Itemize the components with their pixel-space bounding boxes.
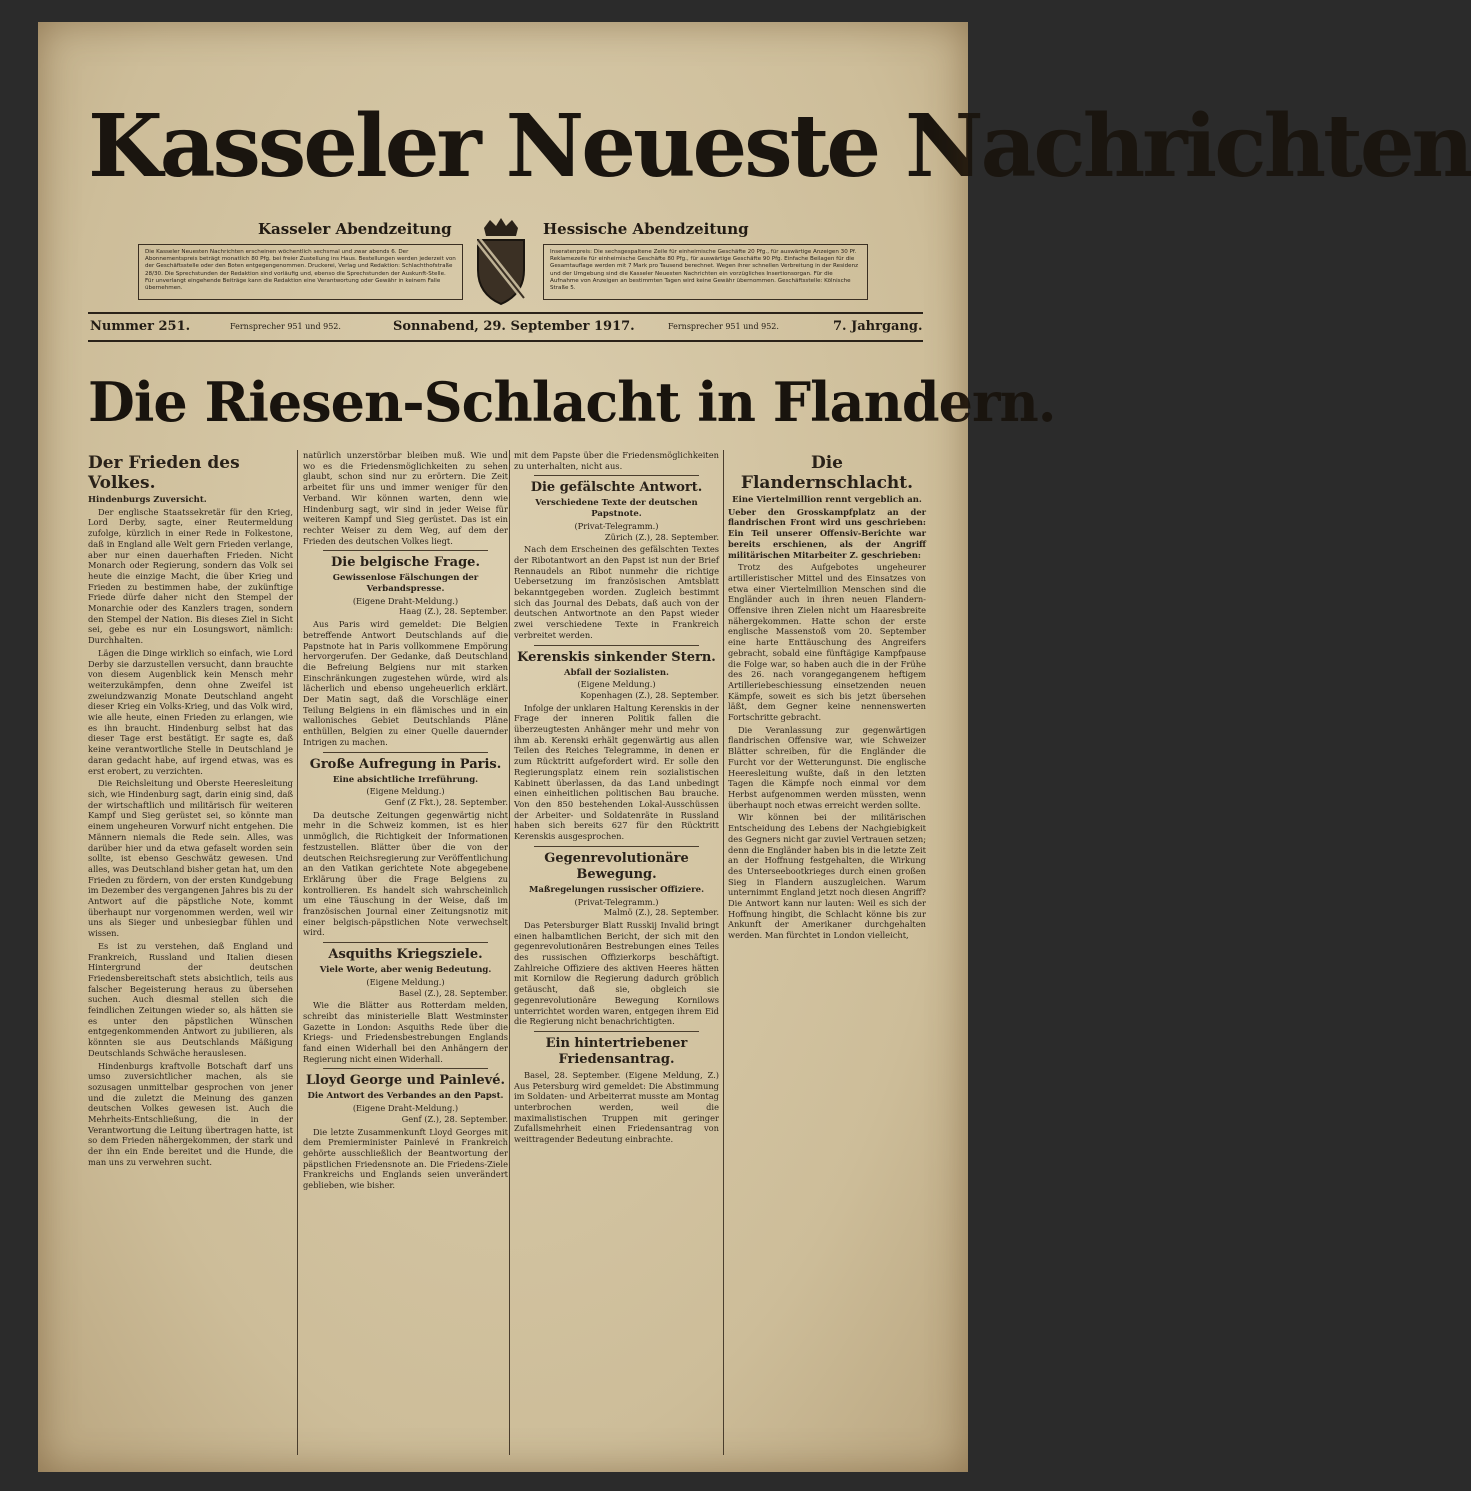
article-source: (Privat-Telegramm.): [574, 520, 659, 531]
article-title: Lloyd George und Painlevé.: [305, 1073, 506, 1089]
separator: [323, 942, 488, 943]
paragraph: Basel, 28. September. (Eigene Meldung, Z.) Aus Petersburg wird gemeldet: Die Abstimmung im Soldaten- und Arbeiterrat musste am Montag unterbrochen werden, weil die maximalistischen Truppen mit geringer Zufallsmehrheit einen Friedensantrag von weittragender Bedeutung einbrachte.: [514, 1069, 719, 1145]
paragraph: Infolge der unklaren Haltung Kerenskis in der Frage der inneren Politik fallen die überzeugtesten Anhänger mehr und mehr von ihm ab. Kerenski erhält gegenwärtig aus allen Teilen des Reiches Telegramme, in denen er zum Rücktritt aufgefordert wird. Er solle den Regierungsplatz einem rein sozialistischen Kabinett überlassen, da das Land unbedingt einen einheitlichen politischen Bau brauche. Von den 850 bestehenden Lokal-Ausschüssen der Arbeiter- und Soldatenräte in Russland haben sich bereits 627 für den Rücktritt Kerenskis ausgesprochen.: [514, 702, 719, 842]
article-title: Gegenrevolutionäre Bewegung.: [544, 850, 689, 882]
masthead-subtitle-left: Kasseler Abendzeitung: [258, 220, 452, 238]
article-dateline: Zürich (Z.), 28. September.: [604, 531, 719, 542]
advertising-rates-notice: Inseratenpreis: Die sechsgespaltene Zeile für einheimische Geschäfte 20 Pfg., für auswärtige Anzeigen 30 Pf. Reklamezeile für einheimische Geschäfte 80 Pfg., für auswärtige Geschäfte 90 Pfg. Einfache Beilagen für die Gesamtauflage werden mit 7 Mark pro Tausend berechnet. Wegen ihrer schnellen Verbreitung in der Residenz und der Umgebung sind die Kasseler Neuesten Nachrichten ein vorzügliches Insertionsorgan. Für die Aufnahme von Anzeigen an bestimmten Tagen wird keine Gewähr übernommen. Geschäftsstelle: Kölnische Straße 5.: [543, 244, 868, 300]
article-dateline: Genf (Z.), 28. September.: [401, 1113, 508, 1124]
coat-of-arms-icon: [470, 218, 532, 306]
column-4: [728, 450, 926, 1455]
column-3: [514, 450, 719, 1455]
separator: [534, 475, 699, 476]
article-source: (Eigene Draht-Meldung.): [352, 1103, 459, 1114]
article-source: (Eigene Meldung.): [366, 786, 445, 797]
article-dateline: Genf (Z Fkt.), 28. September.: [384, 796, 508, 807]
masthead-title: Kasseler Neueste Nachrichten: [88, 96, 1471, 197]
separator: [323, 752, 488, 753]
article-source: (Eigene Draht-Meldung.): [352, 595, 459, 606]
article-dateline: Kopenhagen (Z.), 28. September.: [580, 689, 719, 700]
paragraph: Die Veranlassung zur gegenwärtigen flandrischen Offensive war, wie Schweizer Blätter schreiben, für die Engländer die Furcht vor der Wetterungunst. Die englische Heeresleitung wußte, daß in den letzten Tagen die Kämpfe noch einmal vor dem Herbst aufgenommen werden müssten, wenn überhaupt noch etwas erreicht werden sollte.: [728, 724, 926, 810]
separator: [323, 1068, 488, 1069]
article-title: Die Flandernschlacht.: [740, 453, 914, 493]
volume-number: 7. Jahrgang.: [833, 319, 923, 334]
paragraph: Da deutsche Zeitungen gegenwärtig nicht mehr in die Schweiz kommen, ist es hier unmöglich, die Richtigkeit der Informationen festzustellen. Blätter über die von der deutschen Reichsregierung zur Veröffentlichung an den Vatikan gerichtete Note abgegebene Erklärung über die Frage Belgiens zu kontrollieren. Es handelt sich wahrscheinlich um eine Täuschung in der Weise, daß im französischen Journal einer Zeitungsnotiz mit einer belgisch-päpstlichen Note verwechselt wird.: [303, 809, 508, 938]
article-subtitle: Eine absichtliche Irreführung.: [332, 774, 479, 785]
article-title: Ein hintertriebener Friedensantrag.: [545, 1035, 688, 1067]
article-subtitle: Verschiedene Texte der deutschen Papstnote.: [535, 498, 698, 520]
article-title: Die belgische Frage.: [331, 555, 480, 571]
column-rule: [509, 450, 510, 1455]
article-dateline: Haag (Z.), 28. September.: [399, 606, 508, 617]
article-subtitle: Eine Viertelmillion rennt vergeblich an.: [732, 495, 922, 505]
article-subtitle: Abfall der Sozialisten.: [564, 667, 669, 678]
issue-date: Sonnabend, 29. September 1917.: [393, 319, 635, 334]
article-subtitle: Maßregelungen russischer Offiziere.: [528, 884, 705, 895]
column-rule: [723, 450, 724, 1455]
separator: [323, 550, 488, 551]
article-dateline: Basel (Z.), 28. September.: [398, 987, 508, 998]
article-subtitle: Gewissenlose Fälschungen der Verbandspresse.: [332, 573, 479, 595]
paragraph: Die letzte Zusammenkunft Lloyd Georges mit dem Premierminister Painlevé in Frankreich gehörte ausschließlich der Beantwortung der päpstlichen Friedensnote an. Die Friedens-Ziele Frankreichs und Englands seien unverändert geblieben, wie bisher.: [303, 1126, 508, 1191]
paragraph: mit dem Papste über die Friedensmöglichkeiten zu unterhalten, nicht aus.: [514, 450, 719, 471]
main-headline: Die Riesen-Schlacht in Flandern.: [88, 370, 1056, 434]
paragraph: Aus Paris wird gemeldet: Die Belgien betreffende Antwort Deutschlands auf die Papstnote hat in Paris vollkommene Empörung hervorgerufen. Der Gedanke, daß Deutschland die Befreiung Belgiens nur mit starken Einschränkungen zugestehen würde, wird als lächerlich und ebenso ungeheuerlich erklärt. Der Matin sagt, daß die Vorschläge einer Teilung Belgiens in ein flämisches und in ein wallonisches Gebiet Deutschlands Pläne enthüllen, Belgien zu einer Quelle dauernder Intrigen zu machen.: [303, 619, 508, 747]
issue-number: Nummer 251.: [90, 319, 191, 334]
paragraph: Ueber den Grosskampfplatz an der flandrischen Front wird uns geschrieben: Ein Teil unserer Offensiv-Berichte war bereits erschienen, als der Angriff militärischen Mitarbeiter Z. geschrieben:: [728, 506, 926, 560]
article-source: (Privat-Telegramm.): [574, 896, 659, 907]
newspaper-page: [38, 22, 1471, 1472]
paragraph: natürlich unzerstörbar bleiben muß. Wie und wo es die Friedensmöglichkeiten zu sehen glaubt, schon sind nur zu erörtern. Die Zeit arbeitet für uns und immer weniger für den Verband. Wir können warten, denn wie Hindenburg sagt, wir sind in jeder Weise für weiteren Kampf und Sieg gerüstet. Das ist ein rechter Weiser zu dem Weg, auf dem der Frieden des deutschen Volkes liegt.: [303, 450, 508, 546]
separator: [534, 846, 699, 847]
phone-right: Fernsprecher 951 und 952.: [668, 322, 779, 331]
paragraph: Nach dem Erscheinen des gefälschten Textes der Ribotantwort an den Papst ist nun der Brief Rennaudels an Ribot nunmehr die richtige Uebersetzung im französischen Amtsblatt bekanntgegeben worden. Zugleich bestimmt sich das Journal des Debats, daß auch von der deutschen Antwortnote an den Papst wieder zwei verschiedene Texte in Frankreich verbreitet werden.: [514, 544, 719, 640]
article-subtitle: Viele Worte, aber wenig Bedeutung.: [319, 965, 492, 976]
paragraph: Die Reichsleitung und Oberste Heeresleitung sich, wie Hindenburg sagt, darin einig sind, daß der wirtschaftlich und militärisch für weiteren Kampf und Sieg gerüstet sei, so könnte man einem ungeheuren Vorwurf nicht entgehen. Die Männern niemals die Rede sein. Alles, was darüber hier und da etwa gefaselt worden sein sollte, ist ebenso Geschwätz gewesen. Und alles, was Deutschland bisher getan hat, um den Frieden zu fördern, von der ersten Kundgebung im Dezember des vergangenen Jahres bis zu der Antwort auf die päpstliche Note, kommt überhaupt nur vorgenommen werden, weil wir uns als Sieger und unbesiegbar fühlen und wissen.: [88, 778, 293, 939]
separator: [534, 1031, 699, 1032]
paragraph: Der englische Staatssekretär für den Krieg, Lord Derby, sagte, einer Reutermeldung zufolge, kürzlich in einer Rede in Folkestone, daß in England alle Welt gern Frieden verlange, aber nur einen dauerhaften Frieden. Nicht Monarch oder Regierung, sondern das Volk sei heute die einzige Macht, die über Krieg und Frieden zu bestimmen habe, der zukünftige Friede dürfe daher nicht den Stempel der Monarchie oder des Kanzlers tragen, sondern den Stempel der Nation. Bis dieses Ziel in Sicht sei, gebe es nur ein Losungswort, nämlich: Durchhalten.: [88, 506, 293, 646]
article-title: Große Aufregung in Paris.: [309, 756, 502, 772]
column-2: [303, 450, 508, 1455]
paragraph: Wie die Blätter aus Rotterdam melden, schreibt das ministerielle Blatt Westminster Gazette in London: Asquiths Rede über die Kriegs- und Friedensbestrebungen Englands fand einen Widerhall bei den Anhängern der Regierung nicht einen Widerhall.: [303, 1000, 508, 1064]
article-subtitle: Die Antwort des Verbandes an den Papst.: [307, 1091, 504, 1102]
phone-left: Fernsprecher 951 und 952.: [230, 322, 341, 331]
column-rule: [297, 450, 298, 1455]
article-source: (Eigene Meldung.): [366, 976, 445, 987]
paragraph: Hindenburgs kraftvolle Botschaft darf uns umso zuversichtlicher machen, als sie sozusagen unmittelbar gesprochen von jener und die zuletzt die Meinung des ganzen deutschen Volkes gewesen ist. Auch die Mehrheits-Entschließung, die in der Verantwortung die Leitung übertragen hatte, ist so dem Frieden nähergekommen, der stark und der ihn ein Ende bereitet und die Hunde, die man uns zu verwehren sucht.: [88, 1060, 293, 1167]
paragraph: Lägen die Dinge wirklich so einfach, wie Lord Derby sie darzustellen versucht, dann brauchte von diesem Augenblick kein Mensch mehr weiterzukämpfen, denn ohne Zweifel ist zweiundzwanzig Monate Deutschland angeht dieser Krieg ein Volks-Krieg, und das Volk wird, wie alle heute, einen Frieden zu erlangen, wie es ihn braucht. Hindenburg selbst hat das dieser Tage erst bestätigt. Er sagte es, daß keine verantwortliche Stelle in Deutschland je daran gedacht habe, auf irgend etwas, was es erst erobert, zu verzichten.: [88, 647, 293, 776]
dateline-bar: [88, 312, 923, 342]
paragraph: Wir können bei der militärischen Entscheidung des Lebens der Nachgiebigkeit des Gegners nicht gar zuviel Vertrauen setzen; denn die Engländer haben bis in die letzte Zeit an der Hoffnung festgehalten, die Wirkung des Unterseebootkrieges durch einen großen Sieg in Flandern auszugleichen. Warum unternimmt England jetzt noch diesen Angriff? Die Antwort kann nur lauten: Weil es sich der Hoffnung hingibt, die Schlacht könne bis zur Ankunft der Amerikaner durchgehalten werden. Man fürchtet in London vielleicht,: [728, 812, 926, 941]
article-source: (Eigene Meldung.): [577, 679, 656, 690]
article-dateline: Malmö (Z.), 28. September.: [603, 907, 719, 918]
paragraph: Das Petersburger Blatt Russkij Invalid bringt einen halbamtlichen Bericht, der sich mit den gegenrevolutionären Bestrebungen eines Teiles des russischen Offizierkorps beschäftigt. Zahlreiche Offiziere des aktiven Heeres hätten mit Kornilow die Regierung dadurch gröblich getäuscht, daß sie, obgleich sie gegenrevolutionäre Bewegung Kornilows unterrichtet worden waren, entgegen ihrem Eid die Regierung nicht benachrichtigten.: [514, 919, 719, 1027]
masthead-subtitle-right: Hessische Abendzeitung: [543, 220, 749, 238]
article-subtitle: Hindenburgs Zuversicht.: [88, 495, 207, 505]
article-title: Die gefälschte Antwort.: [530, 480, 703, 496]
separator: [534, 645, 699, 646]
article-title: Kerenskis sinkender Stern.: [517, 649, 716, 665]
paragraph: Trotz des Aufgebotes ungeheurer artilleristischer Mittel und des Einsatzes von etwa einer Viertelmillion Menschen sind die Engländer auch in ihren neuen Flandern-Offensive ihren Zielen nicht um Haaresbreite nähergekommen. Hatte schon der erste englische Massenstoß vom 20. September eine harte Enttäuschung des Angreifers gebracht, sobald eine fünftägige Kampfpause die Folge war, so haben auch die in der Frühe des 26. nach vorangegangenem heftigem Artilleriebeschiessung einsetzenden neuen Kämpfe, soweit es sich bis jetzt übersehen läßt, dem Gegner keine nennenswerten Fortschritte gebracht.: [728, 562, 926, 723]
article-title: Der Frieden des Volkes.: [88, 453, 240, 493]
column-1: [88, 450, 293, 1455]
subscription-notice: Die Kasseler Neuesten Nachrichten erscheinen wöchentlich sechsmal und zwar abends 6. Der Abonnementspreis beträgt monatlich 80 Pfg. bei freier Zustellung ins Haus. Bestellungen werden jederzeit von der Geschäftsstelle oder den Boten entgegengenommen. Druckerei, Verlag und Redaktion: Schlachthofstraße 28/30. Die Sprechstunden der Redaktion sind vorläufig und, ebenso die Sprechstunden der Auskunft-Stelle. Für unverlangt eingehende Beiträge kann die Redaktion eine Verantwortung oder Gewähr in keinem Falle übernehmen.: [138, 244, 463, 300]
paragraph: Es ist zu verstehen, daß England und Frankreich, Russland und Italien diesen Hintergrund der deutschen Friedensbereitschaft stets absichtlich, teils aus falscher Begeisterung heraus zu übersehen suchen. Auch diesmal stellen sich die feindlichen Zeitungen wieder so, als hätten sie es unter den päpstlichen Wünschen entgegenkommenden Antwort zu jubilieren, als könnten sie aus Deutschlands Mäßigung Deutschlands Schwäche herauslesen.: [88, 940, 293, 1058]
article-title: Asquiths Kriegsziele.: [328, 947, 483, 963]
